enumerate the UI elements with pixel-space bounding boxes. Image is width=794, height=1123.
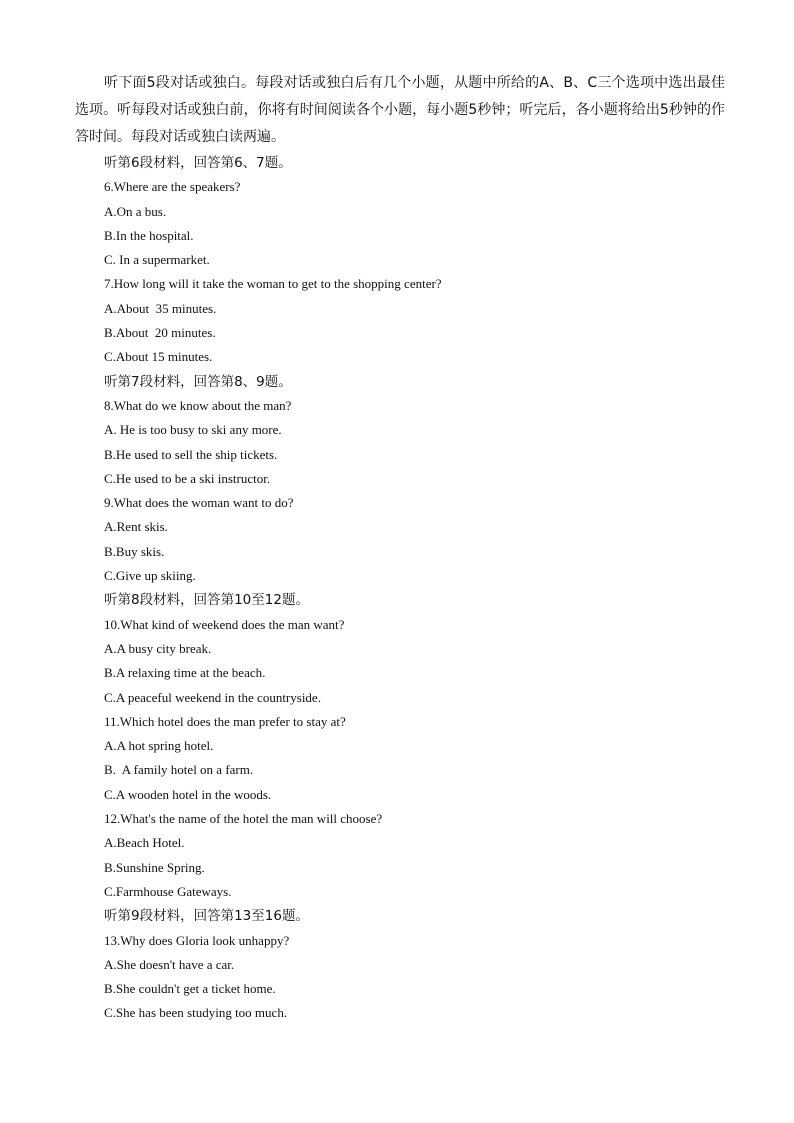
answer-option: A.She doesn't have a car. <box>104 956 235 972</box>
answer-option: A. He is too busy to ski any more. <box>104 422 282 438</box>
question-stem: 7.How long will it take the woman to get to the shopping center? <box>104 276 442 292</box>
answer-option: A.On a bus. <box>104 203 167 219</box>
answer-option: B.He used to sell the ship tickets. <box>104 446 278 462</box>
question-stem: 6.Where are the speakers? <box>104 179 241 195</box>
answer-option: B.Sunshine Spring. <box>104 859 205 875</box>
answer-option: A.Beach Hotel. <box>104 835 185 851</box>
answer-option: C.A peaceful weekend in the countryside. <box>104 689 321 705</box>
answer-option: B.A relaxing time at the beach. <box>104 665 266 681</box>
answer-option: A.A hot spring hotel. <box>104 738 214 754</box>
answer-option: A.Rent skis. <box>104 519 168 535</box>
instructions-paragraph: 听下面5段对话或独白。每段对话或独白后有几个小题，从题中所给的A、B、C三个选项中选出最佳选项。听每段对话或独白前，你将有时间阅读各个小题，每小题5秒钟；听完后，各小题将给出5秒钟的作答时间。每段对话或独白读两遍。 <box>75 75 725 145</box>
answer-option: B. A family hotel on a farm. <box>104 762 254 778</box>
answer-option: B.She couldn't get a ticket home. <box>104 981 276 997</box>
answer-option: C. In a supermarket. <box>104 252 210 268</box>
answer-option: B.Buy skis. <box>104 543 165 559</box>
answer-option: C.Farmhouse Gateways. <box>104 883 232 899</box>
question-stem: 11.Which hotel does the man prefer to stay at? <box>104 713 346 729</box>
answer-option: A.A busy city break. <box>104 640 212 656</box>
answer-option: B.About 20 minutes. <box>104 325 216 341</box>
question-stem: 8.What do we know about the man? <box>104 397 292 413</box>
answer-option: A.About 35 minutes. <box>104 300 217 316</box>
page-content <box>75 70 725 1026</box>
question-sections <box>75 151 725 1026</box>
section-heading: 听第6段材料，回答第6、7题。 <box>104 155 292 171</box>
question-stem: 12.What's the name of the hotel the man will choose? <box>104 811 383 827</box>
question-stem: 13.Why does Gloria look unhappy? <box>104 932 290 948</box>
answer-option: C.She has been studying too much. <box>104 1005 288 1021</box>
question-stem: 9.What does the woman want to do? <box>104 495 294 511</box>
section-heading: 听第8段材料，回答第10至12题。 <box>104 592 309 609</box>
answer-option: C.A wooden hotel in the woods. <box>104 786 272 802</box>
section-heading: 听第9段材料，回答第13至16题。 <box>104 908 309 925</box>
answer-option: C.Give up skiing. <box>104 568 196 584</box>
section-heading: 听第7段材料，回答第8、9题。 <box>104 373 292 390</box>
question-stem: 10.What kind of weekend does the man want? <box>104 616 345 632</box>
answer-option: C.He used to be a ski instructor. <box>104 470 271 486</box>
answer-option: C.About 15 minutes. <box>104 349 213 365</box>
answer-option: B.In the hospital. <box>104 227 194 243</box>
